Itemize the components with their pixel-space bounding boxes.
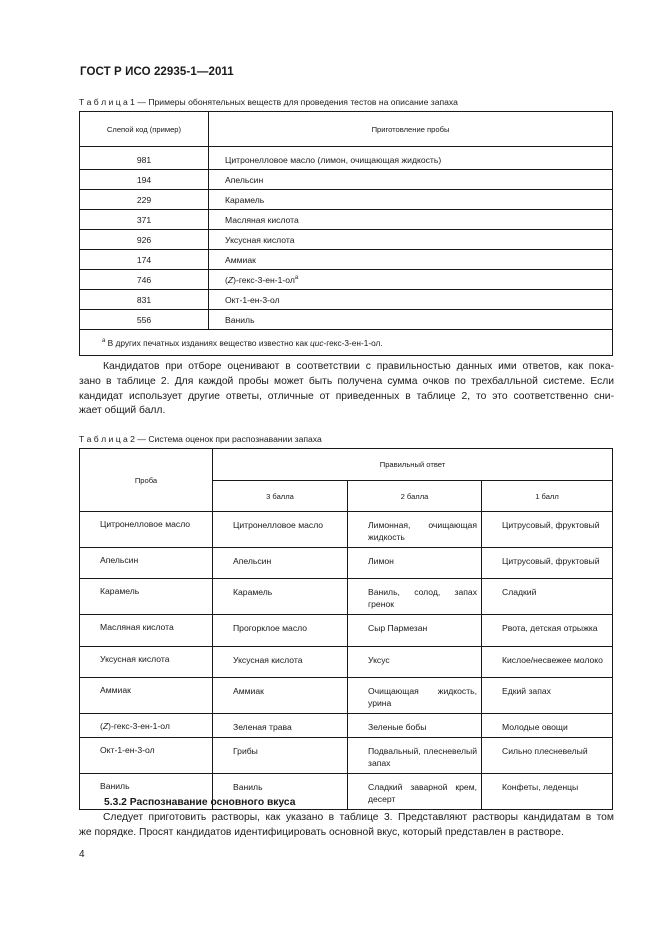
cell-sample-prep [209, 270, 613, 290]
cell-sample: Апельсин [80, 548, 213, 579]
cell-sample-prep: Окт-1-ен-3-ол [209, 290, 613, 310]
table-row [80, 230, 613, 250]
cell-1-point: Едкий запах [482, 678, 613, 714]
cell-1-point: Кислое/несвежее молоко [482, 647, 613, 678]
table-row [80, 170, 613, 190]
table-scoring [79, 448, 613, 810]
section-line: же порядке. Просят кандидатов идентифицировать основной вкус, который представлен в растворе. [79, 826, 564, 838]
cell-1-point: Конфеты, леденцы [482, 774, 613, 810]
cell-1-point: Молодые овощи [482, 714, 613, 738]
paragraph-line: Кандидатов при отборе оценивают в соответствии с правильностью данных ими ответов, как пока- [103, 361, 614, 372]
prep-part: Z [227, 274, 234, 285]
cell-1-point: Сильно плесневелый [482, 738, 613, 774]
cell-3-points: Прогорклое масло [213, 615, 348, 647]
cell-sample-prep: Аммиак [209, 250, 613, 270]
table-row [80, 210, 613, 230]
cell-2-points: Сладкий заварной крем, десерт [348, 774, 482, 810]
cell-sample-prep: Апельсин [209, 170, 613, 190]
document-title: ГОСТ Р ИСО 22935-1—2011 [80, 66, 234, 78]
cell-3-points: Карамель [213, 579, 348, 615]
header-1-point: 1 балл [482, 481, 613, 512]
paragraph-line: зано в таблице 2. Для каждой пробы может быть получена сумма очков по трехбалльной системе. Если [79, 375, 614, 387]
table-odorants [79, 111, 613, 356]
table-row [80, 512, 613, 548]
cell-sample: Цитронелловое масло [80, 512, 213, 548]
cell-2-points: Ваниль, солод, запах гренок [348, 579, 482, 615]
cell-blind-code: 746 [80, 270, 209, 290]
cell-blind-code: 981 [80, 147, 209, 170]
table-header-row [80, 449, 613, 481]
cell-blind-code: 556 [80, 310, 209, 330]
table-row [80, 579, 613, 615]
cell-sample: Ваниль [80, 774, 213, 810]
table-footnote-row [80, 330, 613, 356]
header-correct-answer: Правильный ответ [213, 449, 613, 481]
cell-3-points: Цитронелловое масло [213, 512, 348, 548]
table-row [80, 548, 613, 579]
table-row [80, 310, 613, 330]
footnote-text-a: В других печатных изданиях вещество известно как [105, 337, 311, 348]
table1-caption: Т а б л и ц а 1 — Примеры обонятельных веществ для проведения тестов на описание запаха [79, 97, 458, 107]
prep-part: )-гекс-3-ен-1-ол [233, 274, 295, 285]
cell-3-points: Зеленая трава [213, 714, 348, 738]
cell-3-points: Аммиак [213, 678, 348, 714]
cell-2-points: Лимонная, очищающая жидкость [348, 512, 482, 548]
header-sample: Проба [80, 449, 213, 512]
cell-1-point: Рвота, детская отрыжка [482, 615, 613, 647]
cell-sample-prep: Уксусная кислота [209, 230, 613, 250]
table2-caption: Т а б л и ц а 2 — Система оценок при распознавании запаха [79, 434, 322, 444]
paragraph-line: жает общий балл. [79, 405, 166, 417]
cell-sample-prep: Карамель [209, 190, 613, 210]
cell-sample-prep: Масляная кислота [209, 210, 613, 230]
cell-sample: Аммиак [80, 678, 213, 714]
table-row [80, 738, 613, 774]
cell-sample: Карамель [80, 579, 213, 615]
header-2-points: 2 балла [348, 481, 482, 512]
cell-blind-code: 926 [80, 230, 209, 250]
cell-2-points: Уксус [348, 647, 482, 678]
table-row [80, 714, 613, 738]
section-heading: 5.3.2 Распознавание основного вкуса [104, 797, 296, 808]
sample-part: Z [102, 721, 109, 731]
table-row [80, 147, 613, 170]
cell-2-points: Очищающая жидкость, урина [348, 678, 482, 714]
section-line: Следует приготовить растворы, как указано в таблице 3. Представляют растворы кандидатам в том [103, 812, 614, 823]
cell-sample: Уксусная кислота [80, 647, 213, 678]
table-row [80, 270, 613, 290]
table-header-row [80, 112, 613, 147]
footnote-italic: цис [310, 337, 324, 348]
cell-1-point: Цитрусовый, фруктовый [482, 548, 613, 579]
cell-sample: Масляная кислота [80, 615, 213, 647]
header-3-points: 3 балла [213, 481, 348, 512]
cell-3-points: Грибы [213, 738, 348, 774]
prep-part: a [294, 274, 299, 281]
table-row [80, 647, 613, 678]
header-sample-prep: Приготовление пробы [209, 112, 613, 147]
cell-blind-code: 371 [80, 210, 209, 230]
cell-2-points: Сыр Пармезан [348, 615, 482, 647]
table-row [80, 615, 613, 647]
table-row [80, 250, 613, 270]
cell-blind-code: 174 [80, 250, 209, 270]
footnote-text-b: -гекс-3-ен-1-ол. [323, 337, 383, 348]
cell-3-points: Апельсин [213, 548, 348, 579]
footnote-mark: a [102, 337, 106, 344]
paragraph-line: кандидат использует другие ответы, отличные от приведенных в таблице 2, то это соответственно сни- [79, 390, 614, 402]
cell-1-point: Сладкий [482, 579, 613, 615]
cell-2-points: Зеленые бобы [348, 714, 482, 738]
page-number: 4 [79, 849, 85, 860]
table-row [80, 190, 613, 210]
cell-blind-code: 194 [80, 170, 209, 190]
cell-sample [80, 714, 213, 738]
cell-sample-prep: Ваниль [209, 310, 613, 330]
table-footnote [80, 330, 613, 356]
paragraph-scoring [79, 360, 614, 419]
sample-part: )-гекс-3-ен-1-ол [108, 721, 170, 731]
cell-1-point: Цитрусовый, фруктовый [482, 512, 613, 548]
cell-sample-prep: Цитронелловое масло (лимон, очищающая жидкость) [209, 147, 613, 170]
cell-blind-code: 229 [80, 190, 209, 210]
prep-part: ( [225, 274, 228, 285]
section-text [79, 811, 614, 841]
cell-2-points: Подвальный, плесневелый запах [348, 738, 482, 774]
sample-part: ( [100, 721, 103, 731]
cell-3-points: Ваниль [213, 774, 348, 810]
table-row [80, 678, 613, 714]
cell-blind-code: 831 [80, 290, 209, 310]
table-row [80, 290, 613, 310]
cell-sample: Окт-1-ен-3-ол [80, 738, 213, 774]
cell-3-points: Уксусная кислота [213, 647, 348, 678]
cell-2-points: Лимон [348, 548, 482, 579]
header-blind-code: Слепой код (пример) [80, 112, 209, 147]
